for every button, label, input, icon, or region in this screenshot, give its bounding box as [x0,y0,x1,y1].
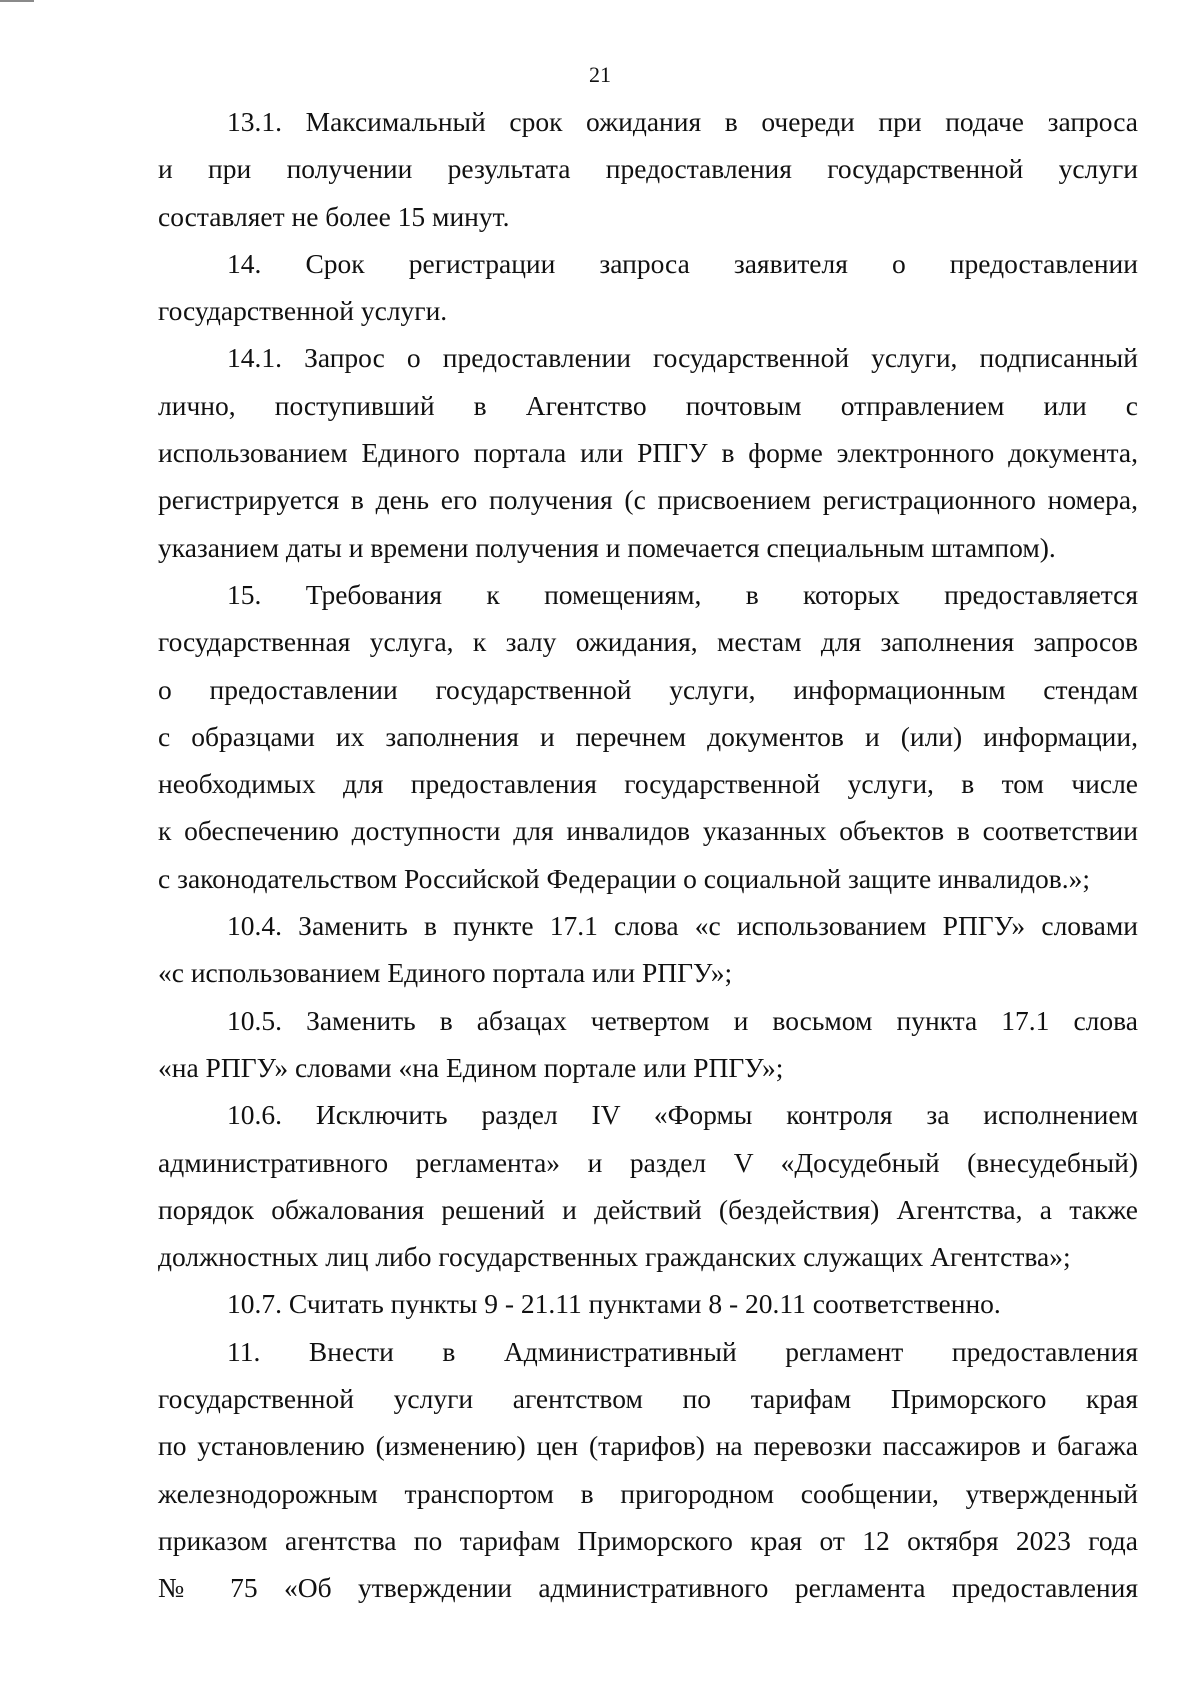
scan-edge-mark [0,0,34,2]
text-line: железнодорожным транспортом в пригородном сообщении, утвержденный [158,1477,1138,1509]
text-line: 11. Внести в Административный регламент предоставления [227,1335,1138,1367]
text-line: государственной услуги. [158,295,448,327]
text-line: административного регламента» и раздел V «Досудебный (внесудебный) [158,1146,1138,1178]
text-line: о предоставлении государственной услуги, информационным стендам [158,673,1138,705]
text-line: «с использованием Единого портала или РПГУ»; [158,957,733,989]
document-body [158,98,1138,1612]
text-line: 15. Требования к помещениям, в которых предоставляется [227,578,1138,610]
text-line: 10.4. Заменить в пункте 17.1 слова «с использованием РПГУ» словами [227,910,1138,942]
text-line: № 75 «Об утверждении административного регламента предоставления [158,1572,1138,1604]
text-line: регистрируется в день его получения (с присвоением регистрационного номера, [158,484,1138,516]
text-line: с законодательством Российской Федерации о социальной защите инвалидов.»; [158,862,1090,894]
page-number: 21 [589,62,611,87]
text-line: «на РПГУ» словами «на Едином портале или РПГУ»; [158,1051,784,1083]
text-line: государственная услуга, к залу ожидания, местам для заполнения запросов [158,626,1138,658]
text-line: 14.1. Запрос о предоставлении государственной услуги, подписанный [227,342,1138,374]
text-line: приказом агентства по тарифам Приморского края от 12 октября 2023 года [158,1524,1138,1556]
text-line: 10.6. Исключить раздел IV «Формы контроля за исполнением [227,1099,1138,1131]
text-line: порядок обжалования решений и действий (бездействия) Агентства, а также [158,1193,1138,1225]
text-line: указанием даты и времени получения и помечается специальным штампом). [158,531,1056,563]
text-line: и при получении результата предоставления государственной услуги [158,153,1138,185]
text-line: государственной услуги агентством по тарифам Приморского края [158,1383,1138,1415]
text-line: 13.1. Максимальный срок ожидания в очереди при подаче запроса [227,106,1138,137]
text-line: 10.7. Считать пункты 9 - 21.11 пунктами 8 - 20.11 соответственно. [227,1288,1001,1320]
text-line: использованием Единого портала или РПГУ в форме электронного документа, [158,437,1138,469]
text-line: составляет не более 15 минут. [158,200,510,232]
text-line: 14. Срок регистрации запроса заявителя о предоставлении [227,247,1138,279]
text-line: 10.5. Заменить в абзацах четвертом и восьмом пункта 17.1 слова [227,1004,1138,1036]
text-line: по установлению (изменению) цен (тарифов) на перевозки пассажиров и багажа [158,1430,1138,1462]
text-line: к обеспечению доступности для инвалидов указанных объектов в соответствии [158,815,1138,847]
text-line: должностных лиц либо государственных гражданских служащих Агентства»; [158,1241,1071,1273]
text-line: необходимых для предоставления государственной услуги, в том числе [158,768,1138,800]
text-line: с образцами их заполнения и перечнем документов и (или) информации, [158,720,1138,752]
text-line: лично, поступивший в Агентство почтовым отправлением или с [158,389,1138,421]
